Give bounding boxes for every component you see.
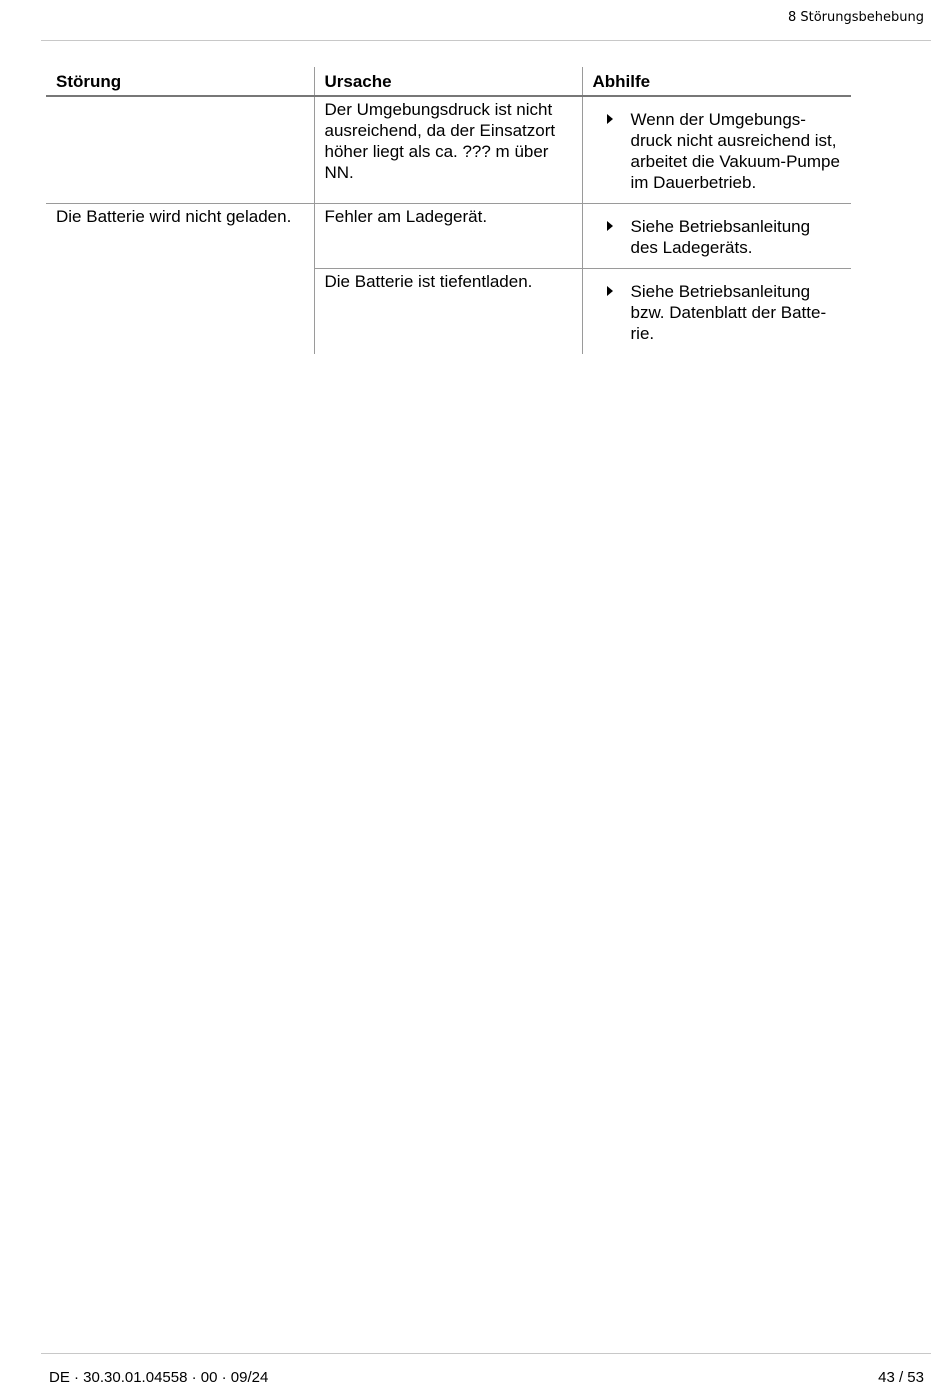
stoerung-cell xyxy=(46,96,314,204)
triangle-bullet-icon xyxy=(607,221,613,231)
abhilfe-cell xyxy=(582,96,851,204)
stoerung-cell: Die Batterie wird nicht geladen. xyxy=(46,204,314,269)
table-row xyxy=(46,269,851,355)
section-title: 8 Störungsbehebung xyxy=(787,10,924,25)
troubleshooting-table xyxy=(46,67,851,354)
table-row xyxy=(46,204,851,269)
table-header-row xyxy=(46,67,851,96)
remedy-text: Wenn der Umgebungs-druck nicht ausreichend ist, arbeitet die Vakuum-Pumpe im Dauerbetrieb. xyxy=(630,110,840,192)
triangle-bullet-icon xyxy=(607,286,613,296)
page-number: 43 / 53 xyxy=(878,1369,924,1386)
triangle-bullet-icon xyxy=(607,114,613,124)
column-header-ursache: Ursache xyxy=(314,67,582,96)
remedy-item xyxy=(593,281,842,344)
table-row xyxy=(46,96,851,204)
stoerung-cell xyxy=(46,269,314,355)
header-divider xyxy=(41,40,931,41)
ursache-cell: Der Umgebungsdruck ist nicht ausreichend, da der Einsatzort höher liegt als ca. ??? m über NN. xyxy=(314,96,582,204)
remedy-item xyxy=(593,109,842,193)
remedy-text: Siehe Betriebsanleitung bzw. Datenblatt der Batte-rie. xyxy=(630,282,827,343)
remedy-text: Siehe Betriebsanleitung des Ladegeräts. xyxy=(630,217,811,257)
document-id: DE · 30.30.01.04558 · 00 · 09/24 xyxy=(49,1369,269,1386)
ursache-cell: Fehler am Ladegerät. xyxy=(314,204,582,269)
abhilfe-cell xyxy=(582,204,851,269)
abhilfe-cell xyxy=(582,269,851,355)
column-header-abhilfe: Abhilfe xyxy=(582,67,851,96)
ursache-cell: Die Batterie ist tiefentladen. xyxy=(314,269,582,355)
column-header-stoerung: Störung xyxy=(46,67,314,96)
remedy-item xyxy=(593,216,842,258)
footer-divider xyxy=(41,1353,931,1354)
